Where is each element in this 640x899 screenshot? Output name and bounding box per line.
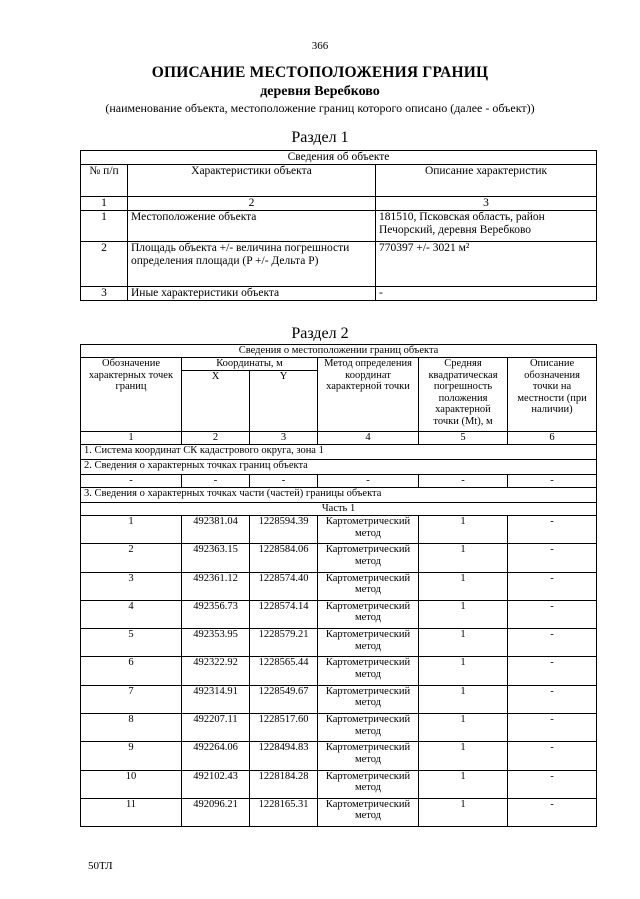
point-id: 11 [81,798,182,826]
point-mt: 1 [419,742,508,770]
table-title: Сведения о местоположении границ объекта [81,345,597,358]
point-id: 1 [81,516,182,544]
row-characteristic: Площадь объекта +/- величина погрешности определения площади (P +/- Дельта P) [128,242,376,287]
boundary-points-table [80,344,597,827]
point-id: 9 [81,742,182,770]
point-y: 1228565.44 [250,657,318,685]
point-x: 492361.12 [182,572,250,600]
point-id: 5 [81,629,182,657]
point-method: Картометрический метод [318,714,419,742]
header-coords: Координаты, м [182,358,318,371]
row-description: 770397 +/- 3021 м² [376,242,597,287]
col-number: 1 [81,197,128,211]
header-description: Описание характеристик [376,165,597,197]
point-method: Картометрический метод [318,798,419,826]
table-row [81,685,597,713]
point-x: 492356.73 [182,600,250,628]
point-method: Картометрический метод [318,516,419,544]
dash-cell: - [318,475,419,488]
section2-heading: Раздел 2 [291,325,349,342]
col-number: 3 [376,197,597,211]
point-x: 492381.04 [182,516,250,544]
point-desc: - [508,798,597,826]
point-desc: - [508,600,597,628]
page-number: 366 [311,40,329,52]
point-id: 6 [81,657,182,685]
header-point: Обозначение характерных точек границ [81,358,182,432]
point-y: 1228184.28 [250,770,318,798]
document-subtitle: деревня Веребково [260,84,380,99]
table-row [81,798,597,826]
point-x: 492353.95 [182,629,250,657]
point-x: 492207.11 [182,714,250,742]
table-title: Сведения об объекте [81,151,597,165]
point-y: 1228574.40 [250,572,318,600]
boundary-points-row: 2. Сведения о характерных точках границ объекта [81,460,597,475]
point-id: 2 [81,544,182,572]
col-number: 2 [182,432,250,445]
point-mt: 1 [419,544,508,572]
header-x: X [182,371,250,432]
table-row [81,657,597,685]
point-mt: 1 [419,516,508,544]
point-y: 1228579.21 [250,629,318,657]
point-x: 492314.91 [182,685,250,713]
row-num: 1 [81,211,128,242]
point-desc: - [508,572,597,600]
point-method: Картометрический метод [318,770,419,798]
table-row [81,714,597,742]
header-description: Описание обозначения точки на местности (при наличии) [508,358,597,432]
point-id: 8 [81,714,182,742]
point-mt: 1 [419,572,508,600]
table-row [81,572,597,600]
point-method: Картометрический метод [318,742,419,770]
row-description: - [376,287,597,301]
table-row [81,629,597,657]
col-number: 6 [508,432,597,445]
point-method: Картометрический метод [318,600,419,628]
col-number: 3 [250,432,318,445]
point-id: 3 [81,572,182,600]
point-mt: 1 [419,600,508,628]
system-row: 1. Система координат СК кадастрового округа, зона 1 [81,445,597,460]
point-x: 492102.43 [182,770,250,798]
point-mt: 1 [419,770,508,798]
point-mt: 1 [419,629,508,657]
point-x: 492264.06 [182,742,250,770]
point-desc: - [508,657,597,685]
point-method: Картометрический метод [318,572,419,600]
point-desc: - [508,629,597,657]
point-desc: - [508,742,597,770]
point-y: 1228574.14 [250,600,318,628]
header-method: Метод определения координат характерной точки [318,358,419,432]
point-mt: 1 [419,714,508,742]
col-number: 5 [419,432,508,445]
point-id: 4 [81,600,182,628]
document-note: (наименование объекта, местоположение границ которого описано (далее - объект)) [105,101,535,115]
table-row [81,742,597,770]
point-y: 1228494.83 [250,742,318,770]
point-mt: 1 [419,798,508,826]
dash-cell: - [508,475,597,488]
table-row [81,287,597,301]
table-row [81,516,597,544]
col-number: 2 [128,197,376,211]
point-x: 492363.15 [182,544,250,572]
section1-heading: Раздел 1 [291,129,349,146]
row-characteristic: Иные характеристики объекта [128,287,376,301]
document-title: ОПИСАНИЕ МЕСТОПОЛОЖЕНИЯ ГРАНИЦ [151,64,489,81]
point-y: 1228165.31 [250,798,318,826]
table-row [81,600,597,628]
dash-cell: - [81,475,182,488]
header-num: № п/п [81,165,128,197]
point-method: Картометрический метод [318,544,419,572]
row-description: 181510, Псковская область, район Печорский, деревня Веребково [376,211,597,242]
col-number: 1 [81,432,182,445]
point-y: 1228594.39 [250,516,318,544]
col-number: 4 [318,432,419,445]
dash-cell: - [182,475,250,488]
table-row [81,770,597,798]
dash-row [81,475,597,488]
point-id: 7 [81,685,182,713]
dash-cell: - [419,475,508,488]
header-characteristic: Характеристики объекта [128,165,376,197]
point-y: 1228549.67 [250,685,318,713]
row-characteristic: Местоположение объекта [128,211,376,242]
point-x: 492322.92 [182,657,250,685]
part-label: Часть 1 [81,503,597,516]
point-desc: - [508,544,597,572]
point-mt: 1 [419,685,508,713]
point-desc: - [508,770,597,798]
point-desc: - [508,516,597,544]
point-desc: - [508,685,597,713]
point-x: 492096.21 [182,798,250,826]
table-row [81,242,597,287]
point-desc: - [508,714,597,742]
table-row [81,211,597,242]
point-y: 1228517.60 [250,714,318,742]
dash-cell: - [250,475,318,488]
object-info-table [80,150,597,301]
point-method: Картометрический метод [318,657,419,685]
table-row [81,544,597,572]
point-id: 10 [81,770,182,798]
footer-code: 50ТЛ [88,860,113,872]
row-num: 3 [81,287,128,301]
point-mt: 1 [419,657,508,685]
header-y: Y [250,371,318,432]
point-method: Картометрический метод [318,685,419,713]
part-points-row: 3. Сведения о характерных точках части (частей) границы объекта [81,488,597,503]
point-y: 1228584.06 [250,544,318,572]
point-method: Картометрический метод [318,629,419,657]
row-num: 2 [81,242,128,287]
header-accuracy: Средняя квадратическая погрешность положения характерной точки (Mt), м [419,358,508,432]
